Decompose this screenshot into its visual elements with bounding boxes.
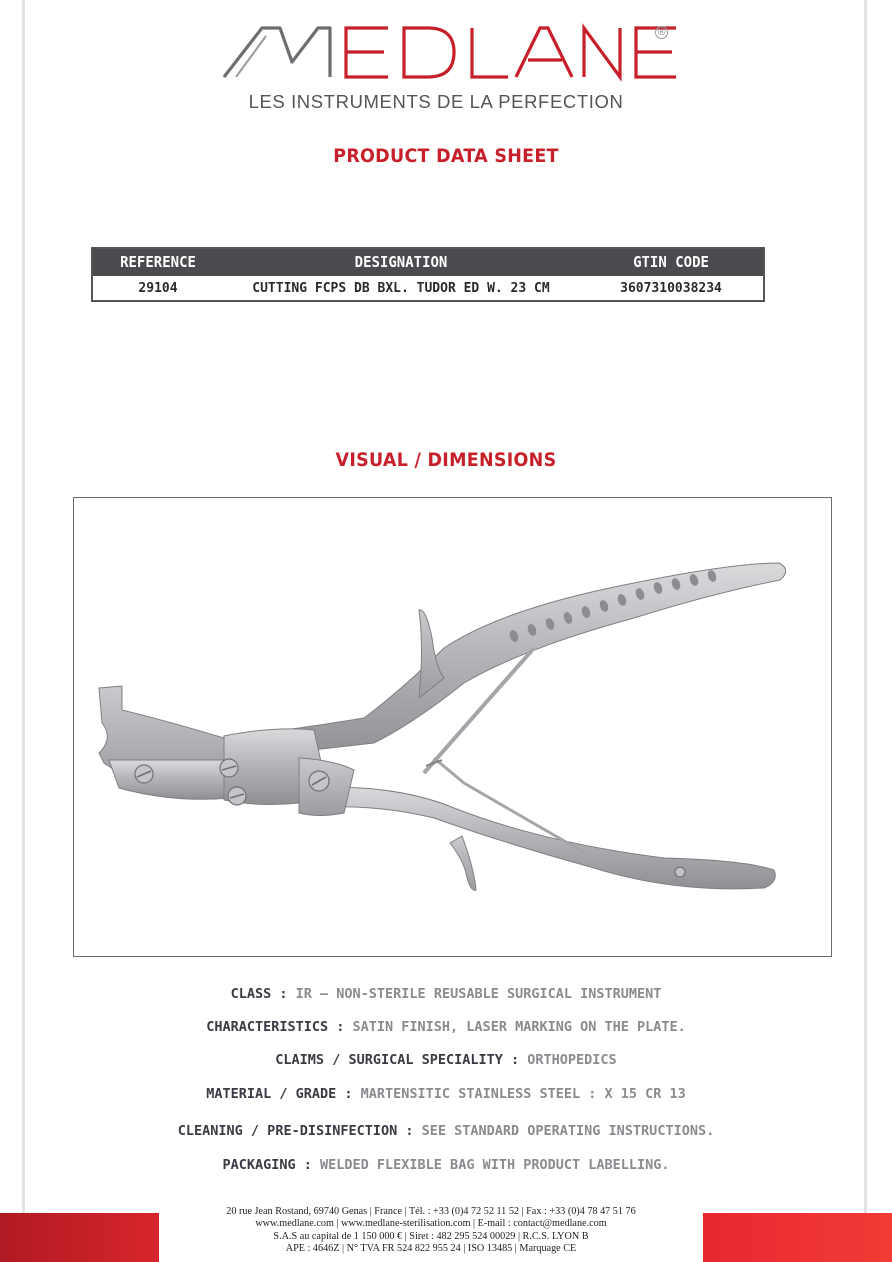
cell-designation: CUTTING FCPS DB BXL. TUDOR ED W. 23 CM xyxy=(252,280,550,296)
instrument-photo xyxy=(74,498,831,956)
header-reference: REFERENCE xyxy=(120,254,196,271)
table-header-row xyxy=(93,249,763,276)
spec-claims xyxy=(0,1052,892,1068)
brand-tagline: LES INSTRUMENTS DE LA PERFECTION xyxy=(248,91,624,112)
cell-gtin-code: 3607310038234 xyxy=(620,280,722,296)
footer-bar-right xyxy=(703,1213,892,1262)
footer-line-3: S.A.S au capital de 1 150 000 € | Siret : 482 295 524 00029 | R.C.S. LYON B xyxy=(273,1230,589,1242)
footer-line-2: www.medlane.com | www.medlane-sterilisation.com | E-mail : contact@medlane.com xyxy=(255,1218,607,1230)
spec-cleaning xyxy=(0,1123,892,1139)
spec-class-value: IR – NON-STERILE REUSABLE SURGICAL INSTRUMENT xyxy=(287,986,662,1002)
instrument-image-frame xyxy=(73,497,832,957)
spec-packaging xyxy=(0,1157,892,1173)
header-designation: DESIGNATION xyxy=(354,254,448,271)
spec-material-value: MARTENSITIC STAINLESS STEEL : X 15 CR 13 xyxy=(352,1086,686,1102)
footer-line-1: 20 rue Jean Rostand, 69740 Genas | France | Tél. : +33 (0)4 72 52 11 52 | Fax : +33 (0)4 78 47 51 76 xyxy=(226,1206,636,1217)
reference-table xyxy=(91,247,765,302)
spec-claims-key: CLAIMS / SURGICAL SPECIALITY : xyxy=(275,1052,520,1068)
table-row xyxy=(93,276,763,300)
spec-characteristics xyxy=(0,1019,892,1035)
spec-class-key: CLASS : xyxy=(230,986,288,1002)
medlane-logo-wordmark xyxy=(218,22,678,82)
spec-cleaning-key: CLEANING / PRE-DISINFECTION : xyxy=(177,1123,414,1139)
spec-packaging-value: WELDED FLEXIBLE BAG WITH PRODUCT LABELLING. xyxy=(311,1157,670,1173)
spec-characteristics-key: CHARACTERISTICS : xyxy=(206,1019,345,1035)
spec-material xyxy=(0,1086,892,1102)
spec-characteristics-value: SATIN FINISH, LASER MARKING ON THE PLATE. xyxy=(344,1019,686,1035)
footer-line-4: APE : 4646Z | N° TVA FR 524 822 955 24 | ISO 13485 | Marquage CE xyxy=(285,1242,577,1254)
footer-address xyxy=(160,1206,702,1255)
spec-class xyxy=(0,986,892,1002)
product-data-sheet-title: PRODUCT DATA SHEET xyxy=(333,145,559,167)
spec-cleaning-value: SEE STANDARD OPERATING INSTRUCTIONS. xyxy=(413,1123,715,1139)
spec-claims-value: ORTHOPEDICS xyxy=(519,1052,617,1068)
spec-material-key: MATERIAL / GRADE : xyxy=(206,1086,353,1102)
cell-reference: 29104 xyxy=(138,280,178,296)
spec-packaging-key: PACKAGING : xyxy=(222,1157,312,1173)
footer-bar-left xyxy=(0,1213,159,1262)
visual-dimensions-title: VISUAL / DIMENSIONS xyxy=(335,449,557,471)
registered-mark: ® xyxy=(655,26,668,39)
header-gtin-code: GTIN CODE xyxy=(633,254,709,271)
